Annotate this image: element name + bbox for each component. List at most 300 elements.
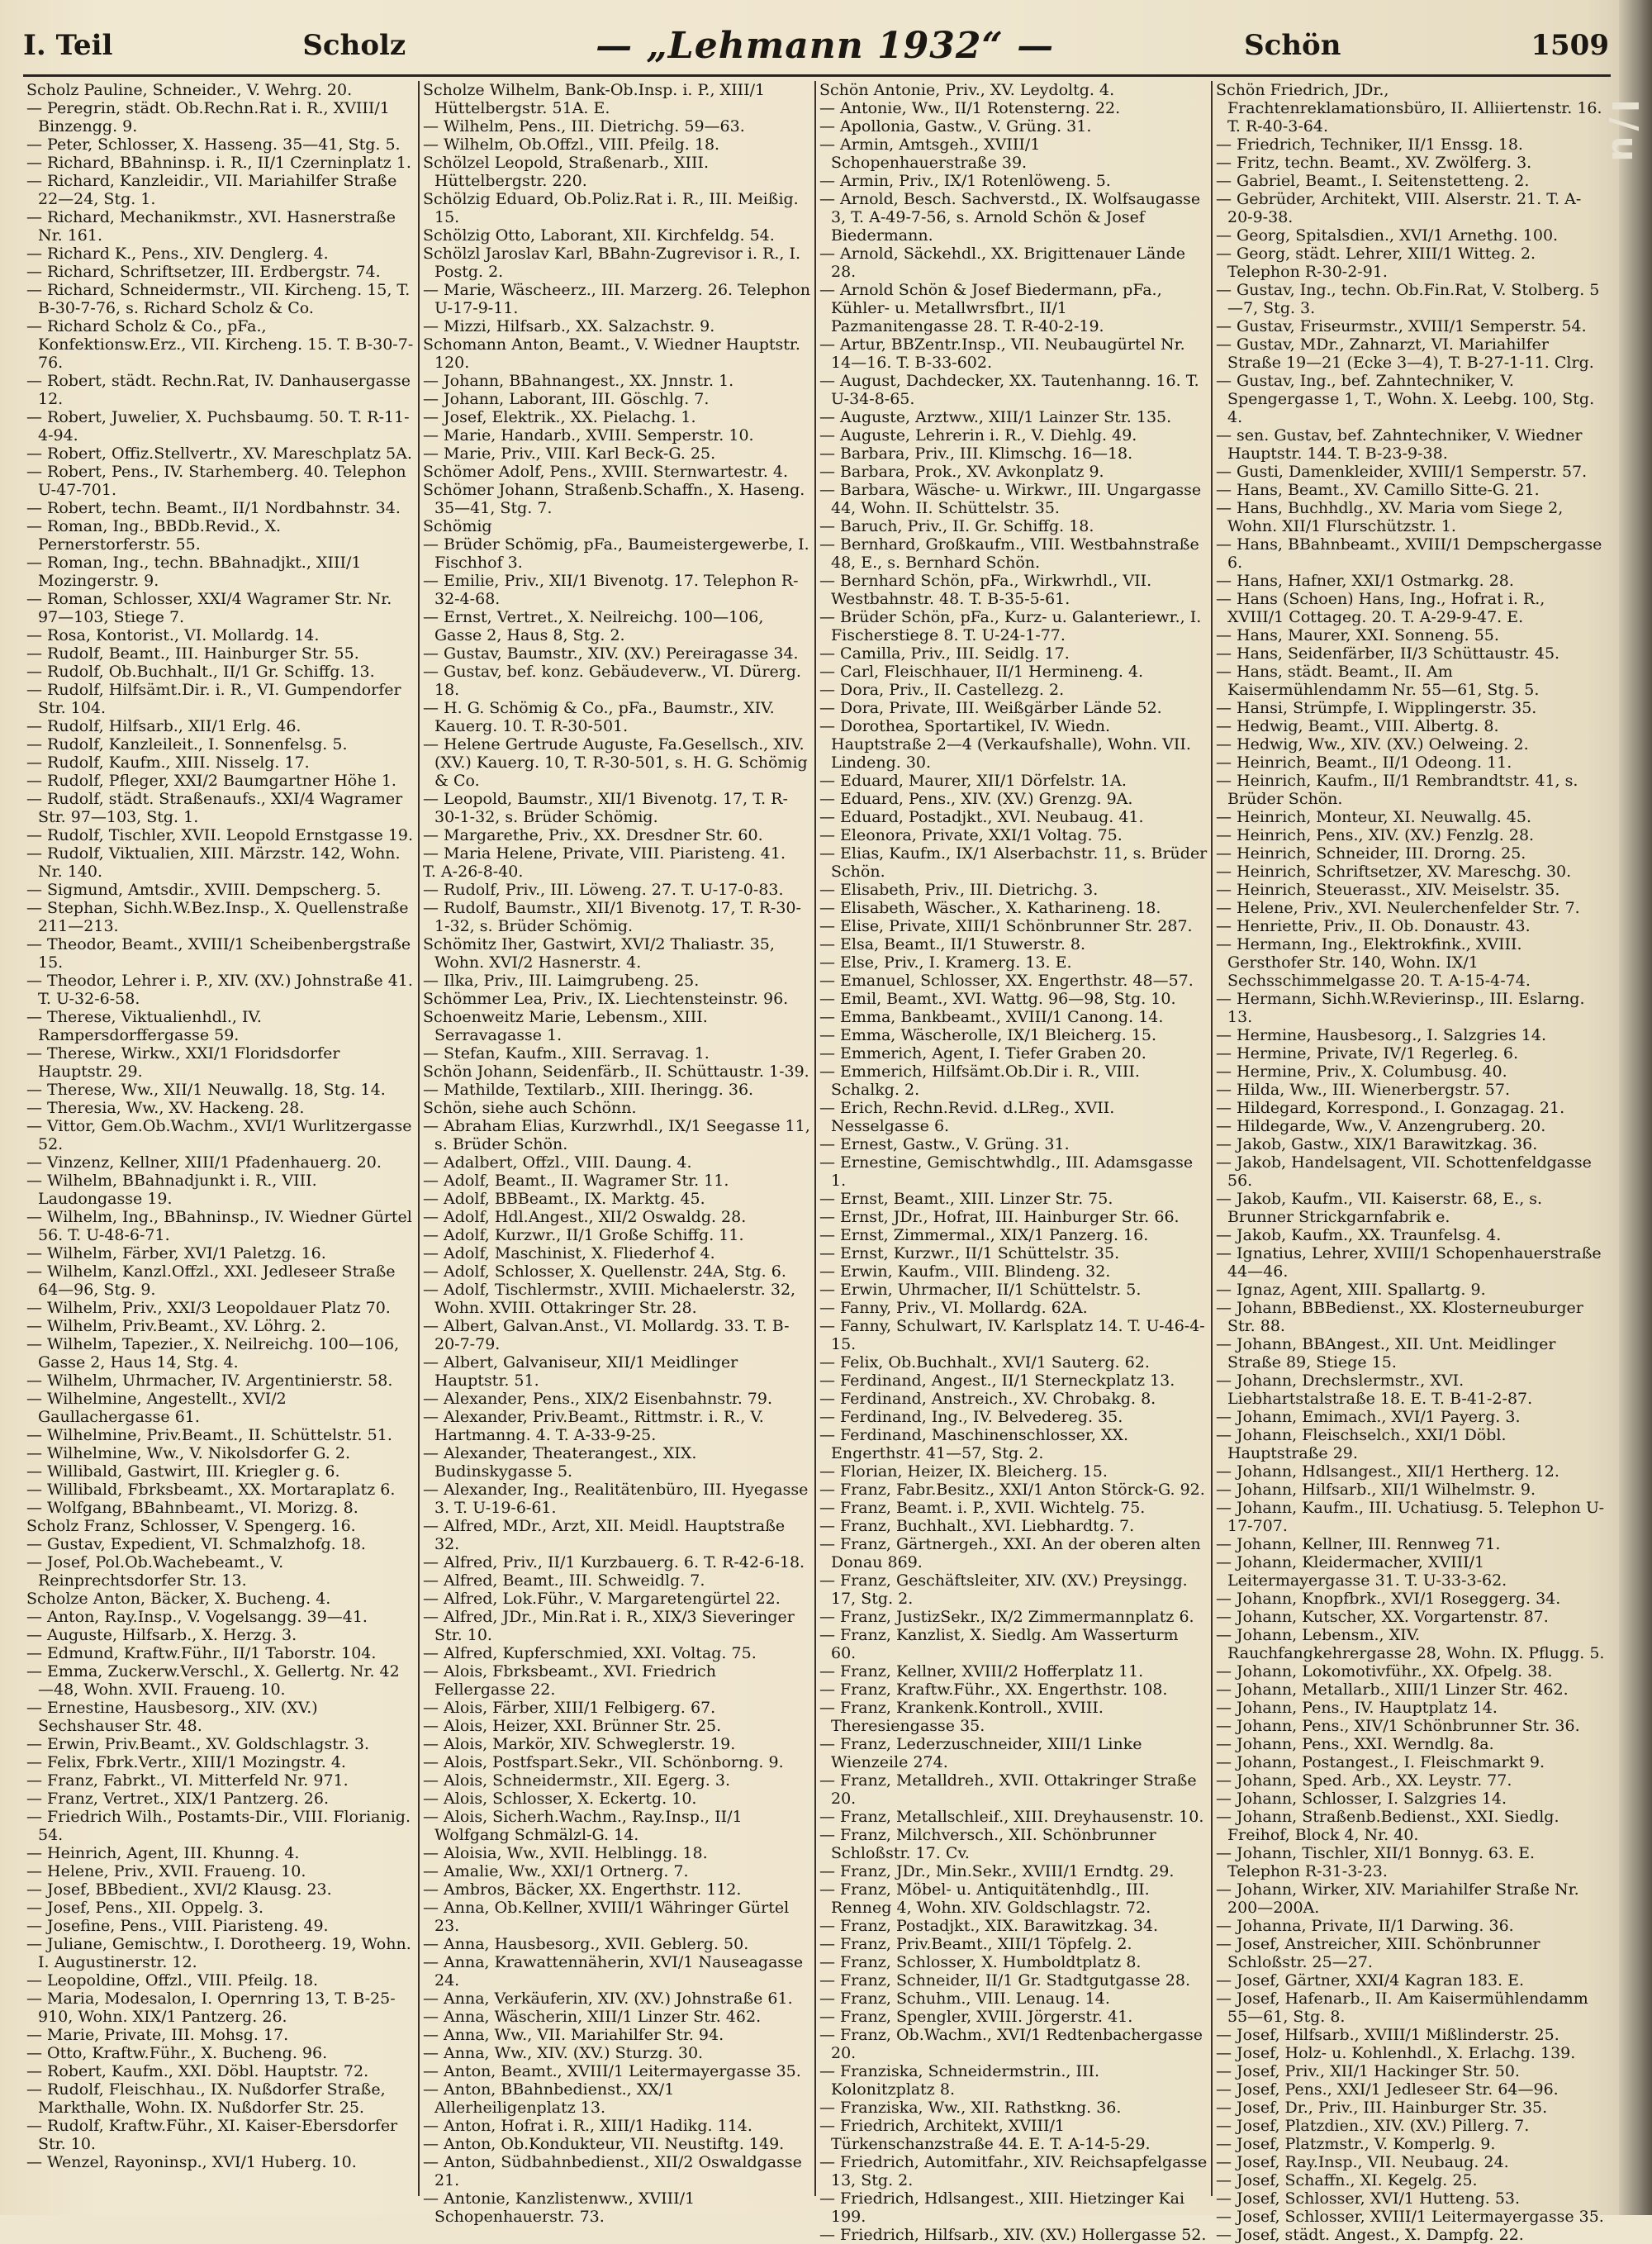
- directory-entry: — Josef, Ray.Insp., VII. Neubaug. 24.: [1216, 2153, 1509, 2171]
- entry-columns: [23, 81, 1611, 2244]
- directory-entry: — Franz, Ob.Wachm., XVI/1 Redtenbachergasse 20.: [819, 2026, 1203, 2062]
- directory-entry: — Josef, Pol.Ob.Wachebeamt., V. Reinprechtsdorfer Str. 13.: [26, 1553, 284, 1590]
- directory-entry: — Franz, Schlosser, X. Humboldtplatz 8.: [819, 1953, 1142, 1971]
- directory-entry: Schömig: [423, 517, 492, 535]
- directory-entry: — Peregrin, städt. Ob.Rechn.Rat i. R., XVIII/1 Binzengg. 9.: [26, 99, 390, 135]
- directory-entry: — Franz, Schneider, II/1 Gr. Stadtgutgasse 28.: [819, 1971, 1190, 1990]
- directory-entry: — Adolf, Hdl.Angest., XII/2 Oswaldg. 28.: [423, 1208, 747, 1226]
- directory-entry: — Rudolf, Beamt., III. Hainburger Str. 55.: [26, 644, 359, 663]
- directory-entry: — Wilhelm, Priv., XXI/3 Leopoldauer Platz 70.: [26, 1299, 391, 1317]
- directory-entry: — Johann, Straßenb.Bedienst., XXI. Siedlg. Freihof, Block 4, Nr. 40.: [1216, 1808, 1559, 1844]
- directory-entry: — Mizzi, Hilfsarb., XX. Salzachstr. 9.: [423, 317, 715, 335]
- directory-entry: — Fanny, Schulwart, IV. Karlsplatz 14. T. U-46-4-15.: [819, 1317, 1205, 1353]
- directory-entry: — Hermine, Hausbesorg., I. Salzgries 14.: [1216, 1026, 1547, 1044]
- directory-entry: — Wilhelm, Uhrmacher, IV. Argentinierstr. 58.: [26, 1372, 393, 1390]
- directory-entry: — Abraham Elias, Kurzwrhdl., IX/1 Seegasse 11, s. Brüder Schön.: [423, 1117, 810, 1153]
- directory-entry: — Vittor, Gem.Ob.Wachm., XVI/1 Wurlitzergasse 52.: [26, 1117, 412, 1153]
- directory-entry: — Arnold, Säckehdl., XX. Brigittenauer Lände 28.: [819, 245, 1185, 281]
- directory-entry: — Ferdinand, Angest., II/1 Sterneckplatz 13.: [819, 1372, 1175, 1390]
- directory-entry: — Franz, Postadjkt., XIX. Barawitzkag. 34.: [819, 1917, 1159, 1935]
- directory-entry: — Albert, Galvan.Anst., VI. Mollardg. 33. T. B-20-7-79.: [423, 1317, 790, 1353]
- directory-entry: — Gebrüder, Architekt, VIII. Alserstr. 21. T. A-20-9-38.: [1216, 190, 1582, 226]
- directory-entry: — Therese, Ww., XII/1 Neuwallg. 18, Stg. 14.: [26, 1081, 386, 1099]
- directory-entry: — Therese, Wirkw., XXI/1 Floridsdorfer Hauptstr. 29.: [26, 1044, 340, 1081]
- directory-entry: Schömitz Iher, Gastwirt, XVI/2 Thaliastr. 35, Wohn. XVI/2 Hasnerstr. 4.: [423, 935, 775, 972]
- directory-entry: — Rudolf, Kraftw.Führ., XI. Kaiser-Ebersdorfer Str. 10.: [26, 2117, 398, 2153]
- directory-entry: — Adolf, Schlosser, X. Quellenstr. 24A, Stg. 6.: [423, 1262, 786, 1281]
- directory-entry: — Josef, Holz- u. Kohlenhdl., X. Erlachg. 139.: [1216, 2044, 1576, 2062]
- directory-entry: — Rudolf, Pfleger, XXI/2 Baumgartner Höhe 1.: [26, 772, 396, 790]
- directory-entry: — Armin, Priv., IX/1 Rotenlöweng. 5.: [819, 172, 1111, 190]
- directory-entry: — Richard K., Pens., XIV. Denglerg. 4.: [26, 245, 329, 263]
- directory-entry: Schölzl Jaroslav Karl, BBahn-Zugrevisor i. R., I. Postg. 2.: [423, 245, 801, 281]
- directory-entry: — Margarethe, Priv., XX. Dresdner Str. 60.: [423, 826, 763, 844]
- directory-entry: — Alexander, Ing., Realitätenbüro, III. Hyegasse 3. T. U-19-6-61.: [423, 1481, 809, 1517]
- binding-edge: [1603, 0, 1652, 2215]
- directory-entry: — Rudolf, Kanzleileit., I. Sonnenfelsg. 5.: [26, 735, 348, 754]
- directory-entry: — Adolf, Maschinist, X. Fliederhof 4.: [423, 1244, 715, 1262]
- directory-entry: — Ernst, Kurzwr., II/1 Schüttelstr. 35.: [819, 1244, 1120, 1262]
- directory-entry: — Franz, Priv.Beamt., XIII/1 Töpfelg. 2.: [819, 1935, 1132, 1953]
- directory-entry: Schomann Anton, Beamt., V. Wiedner Hauptstr. 120.: [423, 335, 800, 372]
- directory-entry: — Albert, Galvaniseur, XII/1 Meidlinger Hauptstr. 51.: [423, 1353, 738, 1390]
- directory-entry: — Dorothea, Sportartikel, IV. Wiedn. Hauptstraße 2—4 (Verkaufshalle), Wohn. VII. Lindeng. 30.: [819, 717, 1191, 772]
- directory-entry: — Josef, BBbedient., XVI/2 Klausg. 23.: [26, 1880, 332, 1899]
- directory-entry: — Rudolf, Baumstr., XII/1 Bivenotg. 17, T. R-30-1-32, s. Brüder Schömig.: [423, 899, 801, 935]
- directory-entry: — Friedrich Wilh., Postamts-Dir., VIII. Florianig. 54.: [26, 1808, 411, 1844]
- directory-entry: — Juliane, Gemischtw., I. Dorotheerg. 19, Wohn. I. Augustinerstr. 12.: [26, 1935, 411, 1971]
- directory-entry: — Henriette, Priv., II. Ob. Donaustr. 43.: [1216, 917, 1531, 935]
- directory-entry: — Barbara, Priv., III. Klimschg. 16—18.: [819, 445, 1133, 463]
- directory-entry: — Aloisia, Ww., XVII. Helblingg. 18.: [423, 1844, 708, 1862]
- directory-entry: — Rudolf, Hilfsämt.Dir. i. R., VI. Gumpendorfer Str. 104.: [26, 681, 401, 717]
- directory-entry: — Josef, Gärtner, XXI/4 Kagran 183. E.: [1216, 1971, 1525, 1990]
- directory-entry: — Barbara, Prok., XV. Avkonplatz 9.: [819, 463, 1104, 481]
- directory-entry: — Else, Priv., I. Kramerg. 13. E.: [819, 953, 1072, 972]
- directory-entry: — Johann, Kaufm., III. Uchatiusg. 5. Telephon U-17-707.: [1216, 1499, 1605, 1535]
- directory-entry: — Helene Gertrude Auguste, Fa.Gesellsch., XIV. (XV.) Kauerg. 10, T. R-30-501, s. H. G. Schömig & Co.: [423, 735, 808, 790]
- directory-entry: — Heinrich, Steuerasst., XIV. Meiselstr. 35.: [1216, 881, 1560, 899]
- directory-entry: — Marie, Private, III. Mohsg. 17.: [26, 2026, 289, 2044]
- directory-entry: — Emmerich, Hilfsämt.Ob.Dir i. R., VIII. Schalkg. 2.: [819, 1063, 1140, 1099]
- directory-entry: — Rudolf, Viktualien, XIII. Märzstr. 142, Wohn. Nr. 140.: [26, 844, 401, 881]
- left-running-head: Scholz: [302, 29, 406, 62]
- directory-entry: — Josef, Platzmstr., V. Komperlg. 9.: [1216, 2135, 1496, 2153]
- directory-entry: — Anna, Wäscherin, XIII/1 Linzer Str. 462.: [423, 2008, 762, 2026]
- directory-entry: — Erwin, Uhrmacher, II/1 Schüttelstr. 5.: [819, 1281, 1142, 1299]
- directory-entry: — Josef, Pens., XII. Oppelg. 3.: [26, 1899, 264, 1917]
- directory-entry: — Emanuel, Schlosser, XX. Engerthstr. 48—57.: [819, 972, 1194, 990]
- directory-entry: — Wenzel, Rayoninsp., XVI/1 Huberg. 10.: [26, 2153, 357, 2171]
- directory-entry: — Franz, Schuhm., VIII. Lenaug. 14.: [819, 1990, 1110, 2008]
- directory-entry: — Wilhelm, Pens., III. Dietrichg. 59—63.: [423, 117, 745, 135]
- column-4: [1213, 81, 1609, 2244]
- directory-entry: — Hans, städt. Beamt., II. Am Kaisermühlendamm Nr. 55—61, Stg. 5.: [1216, 663, 1540, 699]
- directory-entry: — Artur, BBZentr.Insp., VII. Neubaugürtel Nr. 14—16. T. B-33-602.: [819, 335, 1185, 372]
- directory-entry: — Rudolf, Priv., III. Löweng. 27. T. U-17-0-83.: [423, 881, 784, 899]
- directory-entry: — Rudolf, städt. Straßenaufs., XXI/4 Wagramer Str. 97—103, Stg. 1.: [26, 790, 403, 826]
- directory-entry: — Alois, Sicherh.Wachm., Ray.Insp., II/1 Wolfgang Schmälzl-G. 14.: [423, 1808, 743, 1844]
- directory-entry: — Johann, Pens., XIV/1 Schönbrunner Str. 36.: [1216, 1717, 1580, 1735]
- directory-entry: — Adolf, BBBeamt., IX. Marktg. 45.: [423, 1190, 705, 1208]
- directory-entry: — Friedrich, Architekt, XVIII/1 Türkenschanzstraße 44. E. T. A-14-5-29.: [819, 2117, 1151, 2153]
- directory-entry: — Anton, Ray.Insp., V. Vogelsangg. 39—41.: [26, 1608, 368, 1626]
- directory-entry: — Anna, Verkäuferin, XIV. (XV.) Johnstraße 61.: [423, 1990, 793, 2008]
- directory-entry: — Alexander, Pens., XIX/2 Eisenbahnstr. 79.: [423, 1390, 773, 1408]
- directory-entry: — Willibald, Gastwirt, III. Kriegler g. 6.: [26, 1462, 340, 1481]
- directory-entry: — Eduard, Postadjkt., XVI. Neubaug. 41.: [819, 808, 1144, 826]
- directory-entry: — Heinrich, Agent, III. Khunng. 4.: [26, 1844, 300, 1862]
- directory-entry: — Gustav, Ing., techn. Ob.Fin.Rat, V. Stolberg. 5—7, Stg. 3.: [1216, 281, 1600, 317]
- directory-entry: — Wilhelmine, Angestellt., XVI/2 Gaullachergasse 61.: [26, 1390, 287, 1426]
- directory-entry: — Ernst, Vertret., X. Neilreichg. 100—106, Gasse 2, Haus 8, Stg. 2.: [423, 608, 764, 644]
- directory-entry: — Hans, Buchhdlg., XV. Maria vom Siege 2, Wohn. XII/1 Flurschützstr. 1.: [1216, 499, 1564, 535]
- directory-entry: — Franz, Lederzuschneider, XIII/1 Linke Wienzeile 274.: [819, 1735, 1142, 1771]
- directory-entry: — Erwin, Priv.Beamt., XV. Goldschlagstr. 3.: [26, 1735, 370, 1753]
- directory-entry: — Wilhelm, Ing., BBahninsp., IV. Wiedner Gürtel 56. T. U-48-6-71.: [26, 1208, 412, 1244]
- directory-entry: — Josef, städt. Angest., X. Dampfg. 22.: [1216, 2226, 1524, 2244]
- directory-entry: — Hedwig, Beamt., VIII. Albertg. 8.: [1216, 717, 1499, 735]
- directory-entry: — Johann, Tischler, XII/1 Bonnyg. 63. E. Telephon R-31-3-23.: [1216, 1844, 1536, 1880]
- directory-entry: Scholze Anton, Bäcker, X. Bucheng. 4.: [26, 1590, 331, 1608]
- directory-entry: — Marie, Handarb., XVIII. Semperstr. 10.: [423, 426, 754, 445]
- directory-entry: — Gusti, Damenkleider, XVIII/1 Semperstr. 57.: [1216, 463, 1588, 481]
- directory-entry: — Ignaz, Agent, XIII. Spallartg. 9.: [1216, 1281, 1486, 1299]
- directory-entry: — Robert, Pens., IV. Starhemberg. 40. Telephon U-47-701.: [26, 463, 406, 499]
- directory-entry: — Theodor, Lehrer i. P., XIV. (XV.) Johnstraße 41. T. U-32-6-58.: [26, 972, 413, 1008]
- directory-entry: — Felix, Ob.Buchhalt., XVI/1 Sauterg. 62.: [819, 1353, 1150, 1372]
- directory-entry: — Ferdinand, Ing., IV. Belvedereg. 35.: [819, 1408, 1123, 1426]
- directory-entry: — Franz, Kellner, XVIII/2 Hofferplatz 11.: [819, 1662, 1144, 1681]
- directory-entry: — Anton, Südbahnbedienst., XII/2 Oswaldgasse 21.: [423, 2153, 802, 2189]
- directory-entry: — Johann, Metallarb., XIII/1 Linzer Str. 462.: [1216, 1681, 1569, 1699]
- directory-entry: — August, Dachdecker, XX. Tautenhanng. 16. T. U-34-8-65.: [819, 372, 1199, 408]
- book-title: — „Lehmann 1932“ —: [596, 24, 1055, 67]
- directory-entry: — Erwin, Kaufm., VIII. Blindeng. 32.: [819, 1262, 1111, 1281]
- directory-entry: — Robert, städt. Rechn.Rat, IV. Danhausergasse 12.: [26, 372, 411, 408]
- directory-entry: — Franz, Metalldreh., XVII. Ottakringer Straße 20.: [819, 1771, 1197, 1808]
- directory-entry: — Josef, Hafenarb., II. Am Kaisermühlendamm 55—61, Stg. 8.: [1216, 1990, 1588, 2026]
- directory-entry: — Ferdinand, Anstreich., XV. Chrobakg. 8.: [819, 1390, 1156, 1408]
- directory-entry: — Roman, Schlosser, XXI/4 Wagramer Str. Nr. 97—103, Stiege 7.: [26, 590, 392, 626]
- directory-entry: — Alois, Fbrksbeamt., XVI. Friedrich Fellergasse 22.: [423, 1662, 716, 1699]
- directory-entry: — Anna, Ww., XIV. (XV.) Sturzg. 30.: [423, 2044, 704, 2062]
- column-3: [816, 81, 1213, 2244]
- directory-entry: — Theodor, Beamt., XVIII/1 Scheibenbergstraße 15.: [26, 935, 411, 972]
- directory-entry: — Ernst, Beamt., XIII. Linzer Str. 75.: [819, 1190, 1113, 1208]
- directory-entry: — Apollonia, Gastw., V. Grüng. 31.: [819, 117, 1092, 135]
- directory-entry: Schömer Adolf, Pens., XVIII. Sternwartestr. 4.: [423, 463, 789, 481]
- directory-entry: — Armin, Amtsgeh., XVIII/1 Schopenhauerstraße 39.: [819, 135, 1041, 172]
- directory-entry: — Josef, Dr., Priv., III. Hainburger Str. 35.: [1216, 2099, 1548, 2117]
- directory-entry: — Franz, Metallschleif., XIII. Dreyhausenstr. 10.: [819, 1808, 1204, 1826]
- directory-entry: — Hans, Hafner, XXI/1 Ostmarkg. 28.: [1216, 572, 1514, 590]
- directory-entry: — Sigmund, Amtsdir., XVIII. Dempscherg. 5.: [26, 881, 382, 899]
- directory-entry: — Wilhelm, Priv.Beamt., XV. Löhrg. 2.: [26, 1317, 326, 1335]
- part-label: I. Teil: [23, 29, 113, 62]
- directory-entry: Schön Johann, Seidenfärb., II. Schüttaustr. 1-39.: [423, 1063, 809, 1081]
- directory-entry: — Franz, Möbel- u. Antiquitätenhdlg., III. Renneg 4, Wohn. XIV. Goldschlagstr. 72.: [819, 1880, 1151, 1917]
- right-running-head: Schön: [1244, 29, 1341, 62]
- directory-entry: — Willibald, Fbrksbeamt., XX. Mortaraplatz 6.: [26, 1481, 396, 1499]
- directory-entry: — Anna, Ww., VII. Mariahilfer Str. 94.: [423, 2026, 724, 2044]
- directory-entry: Scholz Franz, Schlosser, V. Spengerg. 16.: [26, 1517, 356, 1535]
- directory-entry: — Auguste, Lehrerin i. R., V. Diehlg. 49.: [819, 426, 1137, 445]
- directory-entry: — Elsa, Beamt., II/1 Stuwerstr. 8.: [819, 935, 1086, 953]
- directory-entry: — Heinrich, Beamt., II/1 Odeong. 11.: [1216, 754, 1512, 772]
- directory-entry: — Maria, Modesalon, I. Opernring 13, T. B-25-910, Wohn. XIX/1 Pantzerg. 26.: [26, 1990, 396, 2026]
- directory-entry: — Anton, Hofrat i. R., XIII/1 Hadikg. 114.: [423, 2117, 752, 2135]
- directory-entry: — Wilhelmine, Priv.Beamt., II. Schüttelstr. 51.: [26, 1426, 392, 1444]
- directory-entry: — Gustav, Ing., bef. Zahntechniker, V. Spengergasse 1, T., Wohn. X. Leebg. 100, Stg. 4.: [1216, 372, 1595, 426]
- directory-entry: — Heinrich, Monteur, XI. Neuwallg. 45.: [1216, 808, 1532, 826]
- directory-entry: — Erich, Rechn.Revid. d.LReg., XVII. Nesselgasse 6.: [819, 1099, 1115, 1135]
- directory-entry: — Emma, Zuckerw.Verschl., X. Gellertg. Nr. 42—48, Wohn. XVII. Fraueng. 10.: [26, 1662, 400, 1699]
- directory-entry: — Rosa, Kontorist., VI. Mollardg. 14.: [26, 626, 320, 644]
- directory-entry: — Eduard, Maurer, XII/1 Dörfelstr. 1A.: [819, 772, 1127, 790]
- directory-entry: — Franz, JustizSekr., IX/2 Zimmermannplatz 6.: [819, 1608, 1194, 1626]
- directory-entry: — Johann, Schlosser, I. Salzgries 14.: [1216, 1790, 1507, 1808]
- directory-entry: — Elisabeth, Wäscher., X. Katharineng. 18.: [819, 899, 1161, 917]
- directory-entry: — Hermann, Sichh.W.Revierinsp., III. Eslarng. 13.: [1216, 990, 1585, 1026]
- directory-entry: — Ernest, Gastw., V. Grüng. 31.: [819, 1135, 1070, 1153]
- directory-entry: — Franz, Buchhalt., XVI. Liebhardtg. 7.: [819, 1517, 1135, 1535]
- directory-entry: — Alexander, Priv.Beamt., Rittmstr. i. R., V. Hartmanng. 4. T. A-33-9-25.: [423, 1408, 764, 1444]
- directory-entry: — Ernestine, Hausbesorg., XIV. (XV.) Sechshauser Str. 48.: [26, 1699, 318, 1735]
- directory-entry: — Ernst, Zimmermal., XIX/1 Panzerg. 16.: [819, 1226, 1149, 1244]
- directory-entry: — Josef, Schlosser, XVI/1 Hutteng. 53.: [1216, 2189, 1521, 2208]
- directory-entry: — Richard, Kanzleidir., VII. Mariahilfer Straße 22—24, Stg. 1.: [26, 172, 397, 208]
- directory-entry: — Johann, Lebensm., XIV. Rauchfangkehrergasse 28, Wohn. IX. Pflugg. 5.: [1216, 1626, 1605, 1662]
- directory-entry: — Gabriel, Beamt., I. Seitenstetteng. 2.: [1216, 172, 1530, 190]
- directory-entry: — Maria Helene, Private, VIII. Piaristeng. 41.: [423, 844, 786, 863]
- edge-label: I/u: [1603, 99, 1645, 167]
- directory-entry: — Johanna, Private, II/1 Darwing. 36.: [1216, 1917, 1514, 1935]
- directory-entry: — Stephan, Sichh.W.Bez.Insp., X. Quellenstraße 211—213.: [26, 899, 409, 935]
- directory-entry: — Fritz, techn. Beamt., XV. Zwölferg. 3.: [1216, 154, 1532, 172]
- directory-entry: Schölzig Otto, Laborant, XII. Kirchfeldg. 54.: [423, 226, 775, 245]
- directory-entry: — Elisabeth, Priv., III. Dietrichg. 3.: [819, 881, 1099, 899]
- directory-entry: — Bernhard Schön, pFa., Wirkwrhdl., VII. Westbahnstr. 48. T. B-35-5-61.: [819, 572, 1152, 608]
- directory-entry: Schömmer Lea, Priv., IX. Liechtensteinstr. 96.: [423, 990, 789, 1008]
- directory-entry: — Anna, Hausbesorg., XVII. Geblerg. 50.: [423, 1935, 749, 1953]
- directory-entry: — Hermine, Priv., X. Columbusg. 40.: [1216, 1063, 1507, 1081]
- directory-entry: — Felix, Fbrk.Vertr., XIII/1 Mozingstr. 4.: [26, 1753, 346, 1771]
- directory-entry: — Rudolf, Fleischhau., IX. Nußdorfer Straße, Markthalle, Wohn. IX. Nußdorfer Str. 25.: [26, 2080, 386, 2117]
- directory-entry: — Alfred, Priv., II/1 Kurzbauerg. 6. T. R-42-6-18.: [423, 1553, 805, 1571]
- directory-entry: — Josef, Schlosser, XVIII/1 Leitermayergasse 35.: [1216, 2208, 1604, 2226]
- directory-entry: Schömer Johann, Straßenb.Schaffn., X. Haseng. 35—41, Stg. 7.: [423, 481, 805, 517]
- directory-entry: — Wilhelm, Kanzl.Offzl., XXI. Jedleseer Straße 64—96, Stg. 9.: [26, 1262, 396, 1299]
- directory-entry: Schoenweitz Marie, Lebensm., XIII. Serravagasse 1.: [423, 1008, 708, 1044]
- directory-entry: Schön, siehe auch Schönn.: [423, 1099, 637, 1117]
- directory-entry: — Josef, Elektrik., XX. Pielachg. 1.: [423, 408, 696, 426]
- directory-entry: — Anna, Krawattennäherin, XVI/1 Nauseagasse 24.: [423, 1953, 804, 1990]
- directory-entry: — Ernestine, Gemischtwhdlg., III. Adamsgasse 1.: [819, 1153, 1194, 1190]
- directory-entry: — Franz, Vertret., XIX/1 Pantzerg. 26.: [26, 1790, 329, 1808]
- directory-entry: — Anton, Ob.Kondukteur, VII. Neustiftg. 149.: [423, 2135, 785, 2153]
- directory-entry: — Johann, BBBedienst., XX. Klosterneuburger Str. 88.: [1216, 1299, 1583, 1335]
- directory-entry: — Therese, Viktualienhdl., IV. Rampersdorffergasse 59.: [26, 1008, 262, 1044]
- directory-entry: — Adolf, Tischlermstr., XVIII. Michaelerstr. 32, Wohn. XVIII. Ottakringer Str. 28.: [423, 1281, 796, 1317]
- directory-entry: — Florian, Heizer, IX. Bleicherg. 15.: [819, 1462, 1108, 1481]
- directory-entry: — Elias, Kaufm., IX/1 Alserbachstr. 11, s. Brüder Schön.: [819, 844, 1208, 881]
- directory-entry: — Gustav, Friseurmstr., XVIII/1 Semperstr. 54.: [1216, 317, 1587, 335]
- directory-entry: — Heinrich, Pens., XIV. (XV.) Fenzlg. 28.: [1216, 826, 1535, 844]
- directory-entry: — Adolf, Kurzwr., II/1 Große Schiffg. 11.: [423, 1226, 744, 1244]
- directory-entry: Scholz Pauline, Schneider., V. Wehrg. 20.: [26, 81, 353, 99]
- directory-entry: — Adalbert, Offzl., VIII. Daung. 4.: [423, 1153, 692, 1172]
- directory-entry: — Ernst, JDr., Hofrat, III. Hainburger Str. 66.: [819, 1208, 1180, 1226]
- directory-entry: — Hans, Seidenfärber, II/3 Schüttaustr. 45.: [1216, 644, 1560, 663]
- directory-entry: — Richard Scholz & Co., pFa., Konfektionsw.Erz., VII. Kircheng. 15. T. B-30-7-76.: [26, 317, 414, 372]
- directory-entry: — Wilhelmine, Ww., V. Nikolsdorfer G. 2.: [26, 1444, 351, 1462]
- directory-entry: Schön Antonie, Priv., XV. Leydoltg. 4.: [819, 81, 1115, 99]
- directory-entry: — Josef, Priv., XII/1 Hackinger Str. 50.: [1216, 2062, 1520, 2080]
- directory-entry: — Josefine, Pens., VIII. Piaristeng. 49.: [26, 1917, 329, 1935]
- directory-entry: — Johann, Pens., XXI. Werndlg. 8a.: [1216, 1735, 1494, 1753]
- directory-entry: — Alois, Schneidermstr., XII. Egerg. 3.: [423, 1771, 730, 1790]
- directory-entry: — Mathilde, Textilarb., XIII. Iheringg. 36.: [423, 1081, 754, 1099]
- directory-entry: — Ilka, Priv., III. Laimgrubeng. 25.: [423, 972, 700, 990]
- directory-entry: — Eleonora, Private, XXI/1 Voltag. 75.: [819, 826, 1123, 844]
- directory-entry: — Ferdinand, Maschinenschlosser, XX. Engerthstr. 41—57, Stg. 2.: [819, 1426, 1129, 1462]
- directory-entry: — Amalie, Ww., XXI/1 Ortnerg. 7.: [423, 1862, 689, 1880]
- directory-entry: — Rudolf, Kaufm., XIII. Nisselg. 17.: [26, 754, 310, 772]
- directory-entry: — Johann, Sped. Arb., XX. Leystr. 77.: [1216, 1771, 1512, 1790]
- directory-entry: — Alfred, Kupferschmied, XXI. Voltag. 75.: [423, 1644, 757, 1662]
- directory-entry: — Johann, Kutscher, XX. Vorgartenstr. 87.: [1216, 1608, 1549, 1626]
- directory-entry: — Roman, Ing., techn. BBahnadjkt., XIII/1 Mozingerstr. 9.: [26, 554, 362, 590]
- directory-entry: — Georg, Spitalsdien., XVI/1 Arnethg. 100.: [1216, 226, 1559, 245]
- directory-entry: — Jakob, Kaufm., XX. Traunfelsg. 4.: [1216, 1226, 1502, 1244]
- directory-entry: — sen. Gustav, bef. Zahntechniker, V. Wiedner Hauptstr. 144. T. B-23-9-38.: [1216, 426, 1583, 463]
- directory-entry: — Ignatius, Lehrer, XVIII/1 Schopenhauerstraße 44—46.: [1216, 1244, 1602, 1281]
- directory-entry: T. A-26-8-40.: [423, 863, 524, 881]
- directory-entry: — Vinzenz, Kellner, XIII/1 Pfadenhauerg. 20.: [26, 1153, 382, 1172]
- directory-entry: — Jakob, Kaufm., VII. Kaiserstr. 68, E., s. Brunner Strickgarnfabrik e.: [1216, 1190, 1543, 1226]
- directory-entry: — Franz, Kanzlist, X. Siedlg. Am Wasserturm 60.: [819, 1626, 1179, 1662]
- directory-entry: — Johann, Fleischselch., XXI/1 Döbl. Hauptstraße 29.: [1216, 1426, 1507, 1462]
- directory-entry: — Marie, Priv., VIII. Karl Beck-G. 25.: [423, 445, 716, 463]
- directory-entry: — Alois, Markör, XIV. Schweglerstr. 19.: [423, 1735, 736, 1753]
- directory-entry: — Wilhelm, Färber, XVI/1 Paletzg. 16.: [26, 1244, 326, 1262]
- directory-entry: — Josef, Platzdien., XIV. (XV.) Pillerg. 7.: [1216, 2117, 1530, 2135]
- directory-entry: — Richard, BBahninsp. i. R., II/1 Czerninplatz 1.: [26, 154, 411, 172]
- directory-entry: — Wilhelm, Tapezier., X. Neilreichg. 100—106, Gasse 2, Haus 14, Stg. 4.: [26, 1335, 400, 1372]
- directory-entry: — Heinrich, Kaufm., II/1 Rembrandtstr. 41, s. Brüder Schön.: [1216, 772, 1578, 808]
- directory-entry: — Peter, Schlosser, X. Hasseng. 35—41, Stg. 5.: [26, 135, 401, 154]
- directory-entry: — Robert, techn. Beamt., II/1 Nordbahnstr. 34.: [26, 499, 401, 517]
- directory-entry: — Brüder Schömig, pFa., Baumeistergewerbe, I. Fischhof 3.: [423, 535, 809, 572]
- directory-entry: — Alois, Färber, XIII/1 Felbigerg. 67.: [423, 1699, 716, 1717]
- directory-entry: — Auguste, Arztww., XIII/1 Lainzer Str. 135.: [819, 408, 1172, 426]
- directory-entry: — Wilhelm, BBahnadjunkt i. R., VIII. Laudongasse 19.: [26, 1172, 317, 1208]
- directory-entry: — Friedrich, Hilfsarb., XIV. (XV.) Hollergasse 52.: [819, 2226, 1207, 2244]
- directory-entry: — Leopold, Baumstr., XII/1 Bivenotg. 17, T. R-30-1-32, s. Brüder Schömig.: [423, 790, 788, 826]
- directory-entry: — Arnold Schön & Josef Biedermann, pFa., Kühler- u. Metallwrsfbrt., II/1 Pazmanitengasse 28. T. R-40-2-19.: [819, 281, 1162, 335]
- directory-entry: — Elise, Private, XIII/1 Schönbrunner Str. 287.: [819, 917, 1193, 935]
- directory-entry: — Franz, Beamt. i. P., XVII. Wichtelg. 75.: [819, 1499, 1146, 1517]
- directory-entry: — Baruch, Priv., II. Gr. Schiffg. 18.: [819, 517, 1094, 535]
- directory-entry: — Richard, Schriftsetzer, III. Erdbergstr. 74.: [26, 263, 381, 281]
- directory-entry: — Josef, Anstreicher, XIII. Schönbrunner Schloßstr. 25—27.: [1216, 1935, 1540, 1971]
- directory-entry: — Franz, Fabr.Besitz., XXI/1 Anton Störck-G. 92.: [819, 1481, 1205, 1499]
- directory-entry: — Josef, Schaffn., XI. Kegelg. 25.: [1216, 2171, 1478, 2189]
- directory-entry: — Johann, Knopfbrk., XVI/1 Roseggerg. 34.: [1216, 1590, 1561, 1608]
- directory-entry: — Franz, Krankenk.Kontroll., XVIII. Theresiengasse 35.: [819, 1699, 1104, 1735]
- directory-entry: — Leopoldine, Offzl., VIII. Pfeilg. 18.: [26, 1971, 319, 1990]
- directory-entry: — Hildegard, Korrespond., I. Gonzagag. 21.: [1216, 1099, 1565, 1117]
- directory-entry: — Johann, Wirker, XIV. Mariahilfer Straße Nr. 200—200A.: [1216, 1880, 1579, 1917]
- directory-entry: — Rudolf, Tischler, XVII. Leopold Ernstgasse 19.: [26, 826, 414, 844]
- directory-entry: — Johann, Emimach., XVI/1 Payerg. 3.: [1216, 1408, 1521, 1426]
- directory-entry: — Anna, Ob.Kellner, XVIII/1 Währinger Gürtel 23.: [423, 1899, 790, 1935]
- directory-entry: — Josef, Hilfsarb., XVIII/1 Mißlinderstr. 25.: [1216, 2026, 1559, 2044]
- directory-entry: — Gustav, bef. konz. Gebäudeverw., VI. Dürerg. 18.: [423, 663, 801, 699]
- directory-entry: — Emmerich, Agent, I. Tiefer Graben 20.: [819, 1044, 1146, 1063]
- directory-entry: — Theresia, Ww., XV. Hackeng. 28.: [26, 1099, 305, 1117]
- directory-entry: — Alois, Schlosser, X. Eckertg. 10.: [423, 1790, 697, 1808]
- directory-entry: — Hansi, Strümpfe, I. Wipplingerstr. 35.: [1216, 699, 1537, 717]
- directory-entry: — Stefan, Kaufm., XIII. Serravag. 1.: [423, 1044, 710, 1063]
- directory-entry: Schölzel Leopold, Straßenarb., XIII. Hüttelbergstr. 220.: [423, 154, 710, 190]
- directory-entry: — Friedrich, Automitfahr., XIV. Reichsapfelgasse 13, Stg. 2.: [819, 2153, 1208, 2189]
- directory-entry: — Johann, Hdlsangest., XII/1 Hertherg. 12.: [1216, 1462, 1559, 1481]
- directory-entry: — Friedrich, Techniker, II/1 Enssg. 18.: [1216, 135, 1523, 154]
- directory-entry: — Heinrich, Schneider, III. Drorng. 25.: [1216, 844, 1526, 863]
- directory-entry: — Gustav, MDr., Zahnarzt, VI. Mariahilfer Straße 19—21 (Ecke 3—4), T. B-27-1-11. Clrg.: [1216, 335, 1594, 372]
- directory-entry: — H. G. Schömig & Co., pFa., Baumstr., XIV. Kauerg. 10. T. R-30-501.: [423, 699, 775, 735]
- directory-entry: — Barbara, Wäsche- u. Wirkwr., III. Ungargasse 44, Wohn. II. Schüttelstr. 35.: [819, 481, 1202, 517]
- directory-entry: — Marie, Wäscheerz., III. Marzerg. 26. Telephon U-17-9-11.: [423, 281, 810, 317]
- header-rule: [23, 74, 1611, 77]
- directory-entry: — Franziska, Schneidermstrin., III. Kolonitzplatz 8.: [819, 2062, 1100, 2099]
- directory-entry: — Gustav, Expedient, VI. Schmalzhofg. 18.: [26, 1535, 366, 1553]
- directory-entry: — Auguste, Hilfsarb., X. Herzg. 3.: [26, 1626, 297, 1644]
- directory-entry: — Camilla, Priv., III. Seidlg. 17.: [819, 644, 1070, 663]
- directory-entry: — Hans (Schoen) Hans, Ing., Hofrat i. R., XVIII/1 Cottageg. 20. T. A-29-9-47. E.: [1216, 590, 1545, 626]
- directory-entry: — Franz, Gärtnergeh., XXI. An der oberen alten Donau 869.: [819, 1535, 1201, 1571]
- directory-entry: — Alexander, Theaterangest., XIX. Budinskygasse 5.: [423, 1444, 697, 1481]
- directory-entry: — Alfred, MDr., Arzt, XII. Meidl. Hauptstraße 32.: [423, 1517, 786, 1553]
- directory-entry: — Arnold, Besch. Sachverstd., IX. Wolfsaugasse 3, T. A-49-7-56, s. Arnold Schön & Josef Biedermann.: [819, 190, 1201, 245]
- directory-entry: — Richard, Mechanikmstr., XVI. Hasnerstraße Nr. 161.: [26, 208, 396, 245]
- directory-entry: — Johann, BBAngest., XII. Unt. Meidlinger Straße 89, Stiege 15.: [1216, 1335, 1556, 1372]
- directory-entry: — Friedrich, Hdlsangest., XIII. Hietzinger Kai 199.: [819, 2189, 1185, 2226]
- directory-entry: — Georg, städt. Lehrer, XIII/1 Witteg. 2. Telephon R-30-2-91.: [1216, 245, 1536, 281]
- directory-entry: — Franz, Fabrkt., VI. Mitterfeld Nr. 971.: [26, 1771, 349, 1790]
- directory-entry: — Hans, Beamt., XV. Camillo Sitte-G. 21.: [1216, 481, 1540, 499]
- directory-entry: — Hans, Maurer, XXI. Sonneng. 55.: [1216, 626, 1499, 644]
- directory-entry: — Johann, Drechslermstr., XVI. Liebhartstalstraße 18. E. T. B-41-2-87.: [1216, 1372, 1533, 1408]
- directory-entry: — Franziska, Ww., XII. Rathstkng. 36.: [819, 2099, 1122, 2117]
- directory-entry: — Robert, Kaufm., XXI. Döbl. Hauptstr. 72.: [26, 2062, 369, 2080]
- directory-entry: — Hedwig, Ww., XIV. (XV.) Oelweing. 2.: [1216, 735, 1529, 754]
- directory-entry: Scholze Wilhelm, Bank-Ob.Insp. i. P., XIII/1 Hüttelbergstr. 51A. E.: [423, 81, 766, 117]
- directory-entry: — Jakob, Gastw., XIX/1 Barawitzkag. 36.: [1216, 1135, 1538, 1153]
- directory-entry: — Johann, Hilfsarb., XII/1 Wilhelmstr. 9.: [1216, 1481, 1536, 1499]
- directory-entry: — Helene, Priv., XVII. Fraueng. 10.: [26, 1862, 306, 1880]
- directory-entry: — Franz, Milchversch., XII. Schönbrunner Schloßstr. 17. Cv.: [819, 1826, 1156, 1862]
- directory-entry: — Emma, Bankbeamt., XVIII/1 Canong. 14.: [819, 1008, 1164, 1026]
- directory-entry: — Helene, Priv., XVI. Neulerchenfelder Str. 7.: [1216, 899, 1580, 917]
- directory-entry: — Emilie, Priv., XII/1 Bivenotg. 17. Telephon R-32-4-68.: [423, 572, 799, 608]
- directory-entry: — Dora, Priv., II. Castellezg. 2.: [819, 681, 1065, 699]
- directory-entry: — Hilda, Ww., III. Wienerbergstr. 57.: [1216, 1081, 1510, 1099]
- directory-entry: — Wolfgang, BBahnbeamt., VI. Morizg. 8.: [26, 1499, 358, 1517]
- directory-entry: — Alfred, Beamt., III. Schweidlg. 7.: [423, 1571, 705, 1590]
